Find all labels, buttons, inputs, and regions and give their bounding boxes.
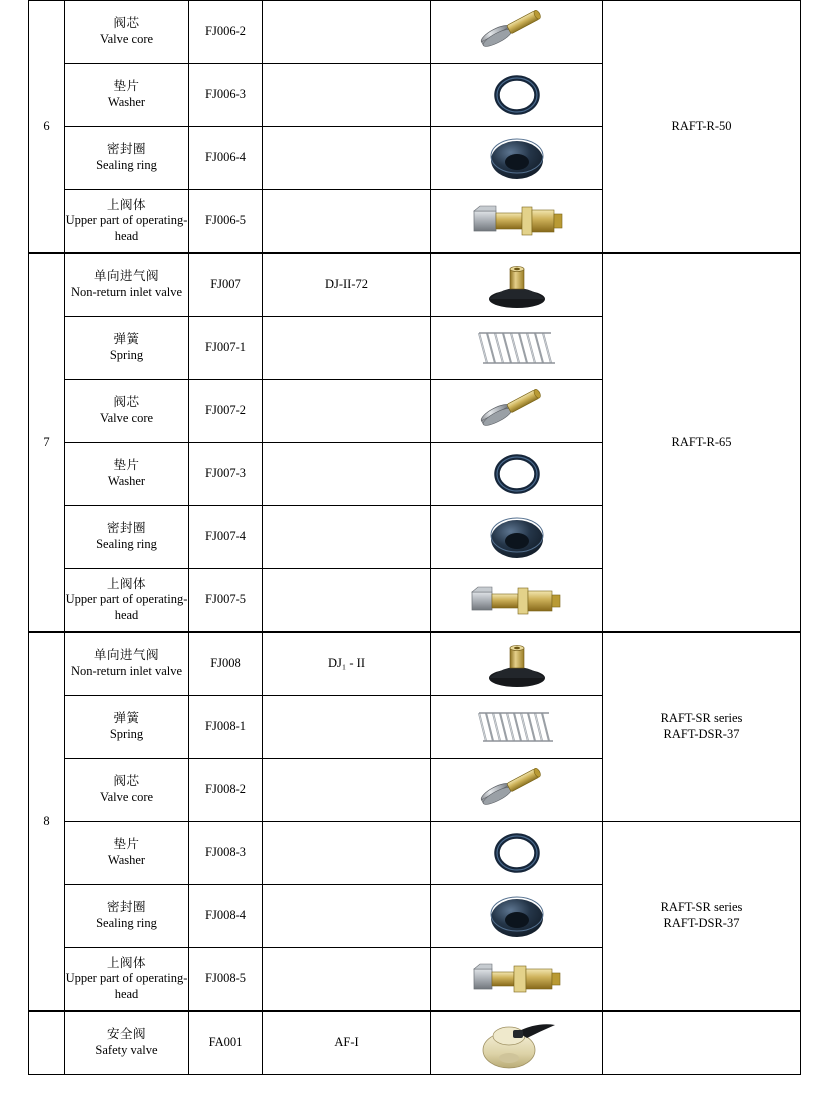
- part-code: FJ007-5: [189, 569, 263, 633]
- part-code: FJ007-3: [189, 443, 263, 506]
- upper-valve-body-icon: [431, 948, 602, 1010]
- part-name-en: Safety valve: [95, 1043, 158, 1057]
- part-spec: [263, 380, 431, 443]
- part-figure-cell: [431, 1011, 603, 1075]
- part-name-cn: 垫片: [113, 458, 140, 473]
- part-name-cn: 弹簧: [113, 332, 140, 347]
- valve-core-pin-icon: [431, 759, 602, 821]
- model-cell: [603, 1, 801, 254]
- sealing-ring-thick-icon: [431, 506, 602, 568]
- part-name-cell: [65, 696, 189, 759]
- row-index: 8: [29, 632, 65, 1011]
- part-code: FJ006-2: [189, 1, 263, 64]
- model-cell: [603, 632, 801, 822]
- part-name-cn: 密封圈: [106, 521, 146, 536]
- part-spec: [263, 822, 431, 885]
- model-line: RAFT-DSR-37: [663, 916, 740, 930]
- part-name-cell: [65, 253, 189, 317]
- valve-core-pin-art: [471, 4, 563, 60]
- part-name-cell: [65, 443, 189, 506]
- part-name-en: Sealing ring: [96, 537, 157, 551]
- part-figure-cell: [431, 759, 603, 822]
- part-figure-cell: [431, 569, 603, 633]
- non-return-inlet-valve-icon: [431, 254, 602, 316]
- part-spec: [263, 443, 431, 506]
- model-line: RAFT-SR series: [660, 900, 743, 915]
- sealing-ring-thick-icon: [431, 885, 602, 947]
- part-name-cell: [65, 569, 189, 633]
- spring-coil-art: [471, 325, 563, 371]
- part-name-en: Non-return inlet valve: [70, 285, 183, 299]
- part-name-cn: 上阀体: [106, 955, 146, 970]
- model-line: RAFT-R-50: [671, 118, 732, 133]
- spring-coil-icon: [431, 317, 602, 379]
- part-code: FJ008-3: [189, 822, 263, 885]
- part-name-cell: [65, 1, 189, 64]
- valve-core-pin-art: [471, 762, 563, 818]
- safety-valve-art: [469, 1014, 565, 1072]
- part-spec: [263, 885, 431, 948]
- part-name-en: Sealing ring: [96, 158, 157, 172]
- part-name-cell: [65, 380, 189, 443]
- spring-coil-icon: [431, 696, 602, 758]
- part-spec: [263, 190, 431, 254]
- table-row: [29, 1011, 801, 1075]
- table-row: [29, 822, 801, 885]
- part-spec: [263, 696, 431, 759]
- table-row: [29, 253, 801, 317]
- valve-core-pin-icon: [431, 380, 602, 442]
- part-code: FJ007-4: [189, 506, 263, 569]
- part-name-cell: [65, 64, 189, 127]
- part-code: FJ008-1: [189, 696, 263, 759]
- part-name-cn: 上阀体: [106, 197, 146, 212]
- sealing-ring-thick-art: [484, 511, 550, 563]
- washer-oring-icon: [431, 443, 602, 505]
- model-cell: [603, 1011, 801, 1075]
- upper-valve-body-icon: [431, 569, 602, 631]
- part-name-cn: 安全阀: [106, 1027, 146, 1042]
- part-code: FA001: [189, 1011, 263, 1075]
- model-line: RAFT-R-65: [671, 434, 732, 449]
- part-code: FJ006-3: [189, 64, 263, 127]
- part-figure-cell: [431, 127, 603, 190]
- part-spec: AF-I: [263, 1011, 431, 1075]
- part-name-en: Upper part of operating-head: [65, 213, 188, 243]
- spring-coil-art: [471, 704, 563, 750]
- part-name-cn: 阀芯: [113, 16, 140, 31]
- part-spec: [263, 948, 431, 1012]
- part-code: FJ008: [189, 632, 263, 696]
- part-spec: DJ-II-72: [263, 253, 431, 317]
- part-name-cell: [65, 948, 189, 1012]
- table-row: [29, 632, 801, 696]
- parts-table: [28, 0, 801, 1075]
- part-figure-cell: [431, 948, 603, 1012]
- part-name-en: Upper part of operating-head: [65, 971, 188, 1001]
- upper-valve-body-art: [462, 197, 572, 245]
- part-name-cn: 上阀体: [106, 576, 146, 591]
- sealing-ring-thick-icon: [431, 127, 602, 189]
- washer-oring-icon: [431, 822, 602, 884]
- part-spec: [263, 127, 431, 190]
- part-code: FJ008-5: [189, 948, 263, 1012]
- part-figure-cell: [431, 190, 603, 254]
- part-figure-cell: [431, 64, 603, 127]
- part-spec: [263, 1, 431, 64]
- part-name-cell: [65, 1011, 189, 1075]
- part-name-en: Washer: [107, 474, 146, 488]
- part-name-en: Valve core: [99, 32, 154, 46]
- part-name-en: Upper part of operating-head: [65, 592, 188, 622]
- part-name-cell: [65, 190, 189, 254]
- valve-core-pin-icon: [431, 1, 602, 63]
- model-cell: [603, 822, 801, 1012]
- part-name-en: Washer: [107, 853, 146, 867]
- part-name-en: Non-return inlet valve: [70, 664, 183, 678]
- part-name-en: Spring: [109, 348, 144, 362]
- part-figure-cell: [431, 506, 603, 569]
- part-spec: DJ₁ - II: [263, 632, 431, 696]
- part-name-cell: [65, 885, 189, 948]
- part-spec: [263, 569, 431, 633]
- part-name-cn: 密封圈: [106, 142, 146, 157]
- part-name-cn: 垫片: [113, 79, 140, 94]
- part-name-cn: 单向进气阀: [93, 269, 159, 284]
- upper-valve-body-art: [462, 953, 572, 1005]
- part-name-cn: 弹簧: [113, 711, 140, 726]
- part-code: FJ006-5: [189, 190, 263, 254]
- part-name-cn: 单向进气阀: [93, 648, 159, 663]
- sealing-ring-thick-art: [484, 132, 550, 184]
- part-name-cn: 密封圈: [106, 900, 146, 915]
- table-row: [29, 1, 801, 64]
- part-spec: [263, 506, 431, 569]
- non-return-inlet-valve-icon: [431, 633, 602, 695]
- row-index: 6: [29, 1, 65, 254]
- model-cell: [603, 253, 801, 632]
- part-name-cell: [65, 632, 189, 696]
- part-name-cn: 阀芯: [113, 395, 140, 410]
- part-code: FJ008-2: [189, 759, 263, 822]
- part-figure-cell: [431, 443, 603, 506]
- model-line: RAFT-DSR-37: [663, 727, 740, 741]
- part-name-cell: [65, 317, 189, 380]
- part-figure-cell: [431, 380, 603, 443]
- part-figure-cell: [431, 632, 603, 696]
- part-code: FJ008-4: [189, 885, 263, 948]
- part-name-cell: [65, 127, 189, 190]
- part-name-en: Sealing ring: [96, 916, 157, 930]
- part-figure-cell: [431, 885, 603, 948]
- washer-oring-icon: [431, 64, 602, 126]
- safety-valve-icon: [431, 1012, 602, 1074]
- part-figure-cell: [431, 317, 603, 380]
- part-name-en: Valve core: [99, 790, 154, 804]
- part-name-cell: [65, 822, 189, 885]
- non-return-inlet-valve-art: [474, 636, 560, 692]
- part-name-cn: 垫片: [113, 837, 140, 852]
- part-spec: [263, 317, 431, 380]
- part-name-en: Valve core: [99, 411, 154, 425]
- upper-valve-body-art: [462, 574, 572, 626]
- part-spec: [263, 759, 431, 822]
- part-figure-cell: [431, 822, 603, 885]
- part-figure-cell: [431, 253, 603, 317]
- part-spec: [263, 64, 431, 127]
- part-figure-cell: [431, 1, 603, 64]
- row-index: 7: [29, 253, 65, 632]
- non-return-inlet-valve-art: [474, 257, 560, 313]
- part-code: FJ007: [189, 253, 263, 317]
- part-code: FJ006-4: [189, 127, 263, 190]
- row-index: [29, 1011, 65, 1075]
- sealing-ring-thick-art: [484, 890, 550, 942]
- washer-oring-art: [489, 829, 545, 877]
- part-figure-cell: [431, 696, 603, 759]
- part-name-cn: 阀芯: [113, 774, 140, 789]
- model-line: RAFT-SR series: [660, 711, 743, 726]
- valve-core-pin-art: [471, 383, 563, 439]
- part-name-en: Spring: [109, 727, 144, 741]
- part-code: FJ007-1: [189, 317, 263, 380]
- part-name-cell: [65, 759, 189, 822]
- part-name-en: Washer: [107, 95, 146, 109]
- washer-oring-art: [489, 71, 545, 119]
- part-code: FJ007-2: [189, 380, 263, 443]
- part-name-cell: [65, 506, 189, 569]
- upper-valve-body-icon: [431, 190, 602, 252]
- washer-oring-art: [489, 450, 545, 498]
